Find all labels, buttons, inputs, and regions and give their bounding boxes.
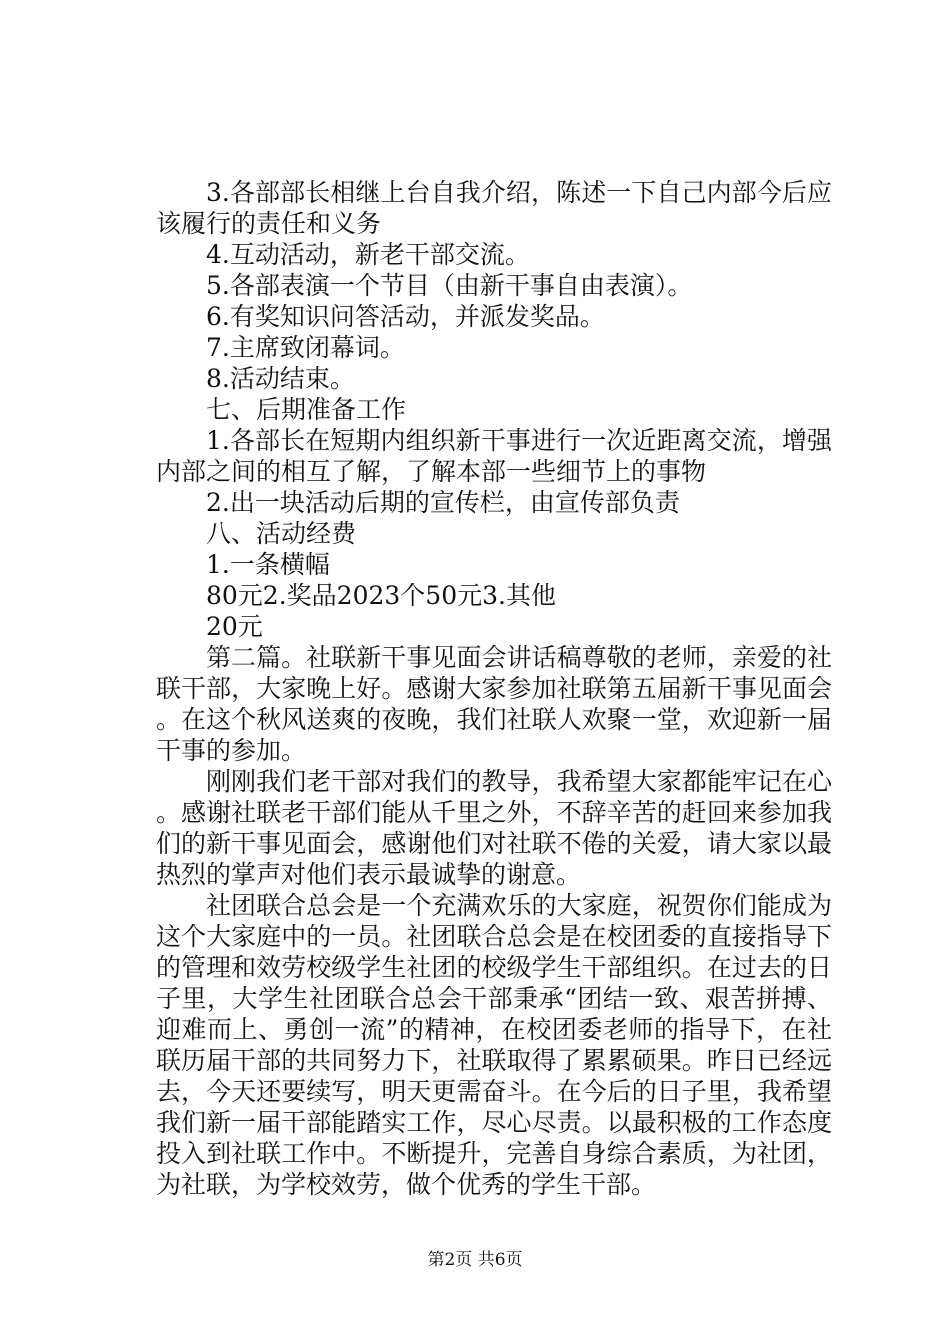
page-number-footer: 第2页 共6页 — [427, 1250, 523, 1270]
paragraph: 1.各部长在短期内组织新干事进行一次近距离交流，增强内部之间的相互了解，了解本部一些细节上的事物 — [156, 426, 832, 486]
paragraph: 80元2.奖品2023个50元3.其他 — [206, 581, 556, 610]
paragraph: 刚刚我们老干部对我们的教导，我希望大家都能牢记在心。感谢社联老干部们能从千里之外，不辞辛苦的赶回来参加我们的新干事见面会，感谢他们对社联不倦的关爱，请大家以最热烈的掌声对他们表示最诚挚的谢意。 — [156, 767, 832, 889]
paragraph: 4.互动活动，新老干部交流。 — [206, 240, 530, 269]
paragraph: 2.出一块活动后期的宣传栏，由宣传部负责 — [206, 488, 680, 517]
paragraph: 社团联合总会是一个充满欢乐的大家庭，祝贺你们能成为这个大家庭中的一员。社团联合总会是在校团委的直接指导下的管理和效劳校级学生社团的校级学生干部组织。在过去的日子里，大学生社团联合总会干部秉承“团结一致、艰苦拼搏、迎难而上、勇创一流”的精神，在校团委老师的指导下，在社联历届干部的共同努力下，社联取得了累累硕果。昨日已经远去，今天还要续写，明天更需奋斗。在今后的日子里，我希望我们新一届干部能踏实工作，尽心尽责。以最积极的工作态度投入到社联工作中。不断提升，完善自身综合素质，为社团，为社联，为学校效劳，做个优秀的学生干部。 — [156, 891, 832, 1199]
section-heading: 七、后期准备工作 — [206, 395, 407, 424]
paragraph: 第二篇。社联新干事见面会讲话稿尊敬的老师，亲爱的社联干部，大家晚上好。感谢大家参加社联第五届新干事见面会。在这个秋风送爽的夜晚，我们社联人欢聚一堂，欢迎新一届干事的参加。 — [156, 643, 832, 765]
paragraph: 8.活动结束。 — [206, 364, 355, 393]
paragraph: 1.一条横幅 — [206, 550, 330, 579]
paragraph: 7.主席致闭幕词。 — [206, 333, 405, 362]
paragraph: 3.各部部长相继上台自我介绍，陈述一下自己内部今后应该履行的责任和义务 — [156, 178, 832, 238]
document-body — [156, 177, 832, 1200]
paragraph: 20元 — [206, 612, 263, 641]
paragraph: 6.有奖知识问答活动，并派发奖品。 — [206, 302, 605, 331]
section-heading: 八、活动经费 — [206, 519, 357, 548]
paragraph: 5.各部表演一个节目（由新干事自由表演）。 — [206, 271, 693, 300]
